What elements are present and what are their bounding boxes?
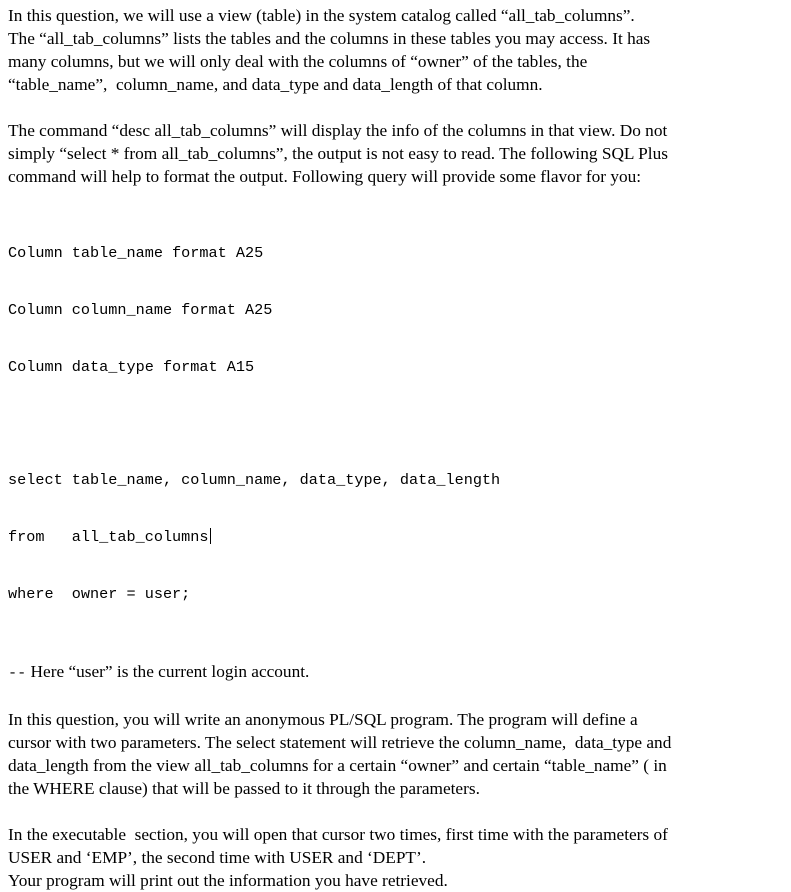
comment-text: Here “user” is the current login account. [26,662,310,681]
text-line: cursor with two parameters. The select statement will retrieve the column_name, data_type and [8,733,672,752]
text-line: command will help to format the output. Following query will provide some flavor for you: [8,167,642,186]
paragraph-spacer [8,800,784,823]
paragraph-spacer [8,96,784,119]
paragraph-spacer [8,415,784,433]
text-cursor [210,528,211,544]
desc-command-paragraph [8,119,784,188]
code-line-text: from all_tab_columns [8,528,209,546]
comment-dashes: -- [8,664,27,682]
code-line: Column column_name format A25 [8,301,273,319]
paragraph-spacer [8,685,784,708]
executable-section-paragraph [8,823,784,892]
code-line: where owner = user; [8,585,191,603]
text-line: many columns, but we will only deal with the columns of “owner” of the tables, the [8,52,588,71]
comment-line [8,660,784,685]
code-line [8,528,784,547]
plsql-task-paragraph [8,708,784,800]
text-line: USER and ‘EMP’, the second time with USER and ‘DEPT’. [8,848,427,867]
text-line: “table_name”, column_name, and data_type and data_length of that column. [8,75,543,94]
format-commands-code [8,206,784,415]
text-line: the WHERE clause) that will be passed to it through the parameters. [8,779,480,798]
text-line: In this question, you will write an anonymous PL/SQL program. The program will define a [8,710,638,729]
text-line: In the executable section, you will open that cursor two times, first time with the parameters of [8,825,668,844]
code-line: Column table_name format A25 [8,244,264,262]
text-line: simply “select * from all_tab_columns”, the output is not easy to read. The following SQL Plus [8,144,668,163]
code-line: Column data_type format A15 [8,358,255,376]
select-query-code [8,433,784,642]
comment-text-line [8,660,784,685]
intro-paragraph [8,4,784,96]
paragraph-spacer [8,642,784,660]
text-line: In this question, we will use a view (table) in the system catalog called “all_tab_columns”. [8,6,635,25]
text-line: The “all_tab_columns” lists the tables and the columns in these tables you may access. It has [8,29,651,48]
text-line: The command “desc all_tab_columns” will display the info of the columns in that view. Do not [8,121,668,140]
code-line: select table_name, column_name, data_type, data_length [8,471,501,489]
text-line: Your program will print out the information you have retrieved. [8,871,448,890]
text-line: data_length from the view all_tab_columns for a certain “owner” and certain “table_name” ( in [8,756,667,775]
paragraph-spacer [8,188,784,206]
document-body [8,4,784,892]
